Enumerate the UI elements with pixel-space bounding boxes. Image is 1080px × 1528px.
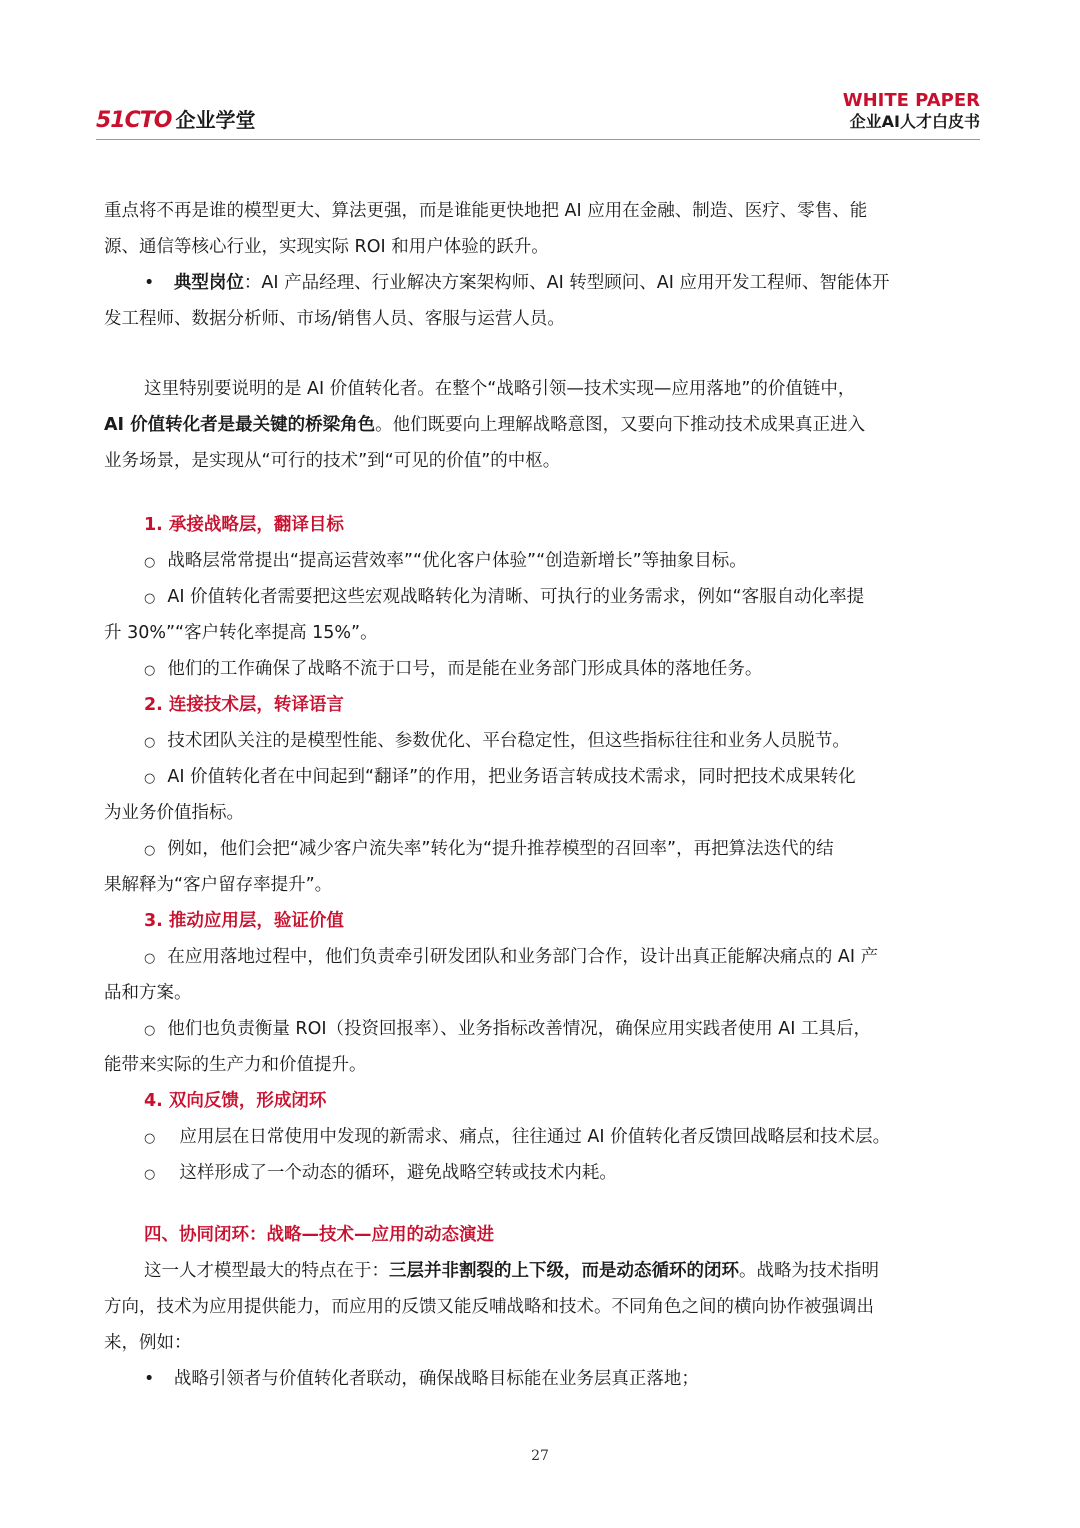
paragraph-line: 业务场景，是实现从“可行的技术”到“可见的价值”的中枢。 [104, 451, 561, 471]
paragraph-line [104, 410, 974, 440]
sub-item-text: 应用层在日常使用中发现的新需求、痛点，往往通过 AI 价值转化者反馈回战略层和技术层。 [179, 1127, 891, 1147]
sub-item [144, 582, 1014, 614]
paragraph-line: 源、通信等核心行业，实现实际 ROI 和用户体验的跃升。 [104, 237, 549, 257]
sub-item [144, 1158, 1014, 1190]
section-heading-3: 3. 推动应用层，验证价值 [144, 911, 344, 931]
sub-item-continued: 果解释为“客户留存率提升”。 [104, 875, 333, 895]
sub-item [144, 942, 1014, 974]
sub-item-continued: 为业务价值指标。 [104, 803, 244, 823]
white-paper-label [843, 90, 980, 132]
sub-item-text: 技术团队关注的是模型性能、参数优化、平台稳定性，但这些指标往往和业务人员脱节。 [167, 731, 850, 751]
logo-text: 企业学堂 [175, 108, 256, 132]
sub-item-text: AI 价值转化者需要把这些宏观战略转化为清晰、可执行的业务需求，例如“客服自动化率提 [167, 587, 865, 607]
sub-item-text: 在应用落地过程中，他们负责牵引研发团队和业务部门合作，设计出真正能解决痛点的 AI 产 [167, 947, 879, 967]
logo-mark: 51CTO [96, 108, 172, 133]
paragraph-line: 发工程师、数据分析师、市场/销售人员、客服与运营人员。 [104, 309, 565, 329]
sub-item [144, 1014, 1014, 1046]
section-heading-4: 4. 双向反馈，形成闭环 [144, 1091, 327, 1111]
sub-item-text: 例如，他们会把“减少客户流失率”转化为“提升推荐模型的召回率”，再把算法迭代的结 [167, 839, 834, 859]
circle-bullet-icon: ○ [144, 1131, 156, 1146]
roles-label: 典型岗位 [173, 273, 244, 293]
section-heading-1: 1. 承接战略层，翻译目标 [144, 515, 344, 535]
paragraph-text: 。战略为技术指明 [739, 1261, 879, 1281]
roles-bullet [144, 268, 974, 298]
roles-text: ：AI 产品经理、行业解决方案架构师、AI 转型顾问、AI 应用开发工程师、智能体开 [243, 273, 890, 293]
white-paper-subtitle: 企业AI人才白皮书 [849, 112, 980, 131]
paragraph-line: 这里特别要说明的是 AI 价值转化者。在整个“战略引领—技术实现—应用落地”的价值链中， [144, 379, 856, 399]
collab-bullet [144, 1364, 974, 1394]
circle-bullet-icon: ○ [144, 951, 156, 966]
paragraph-text: 这一人才模型最大的特点在于： [144, 1261, 389, 1281]
sub-item [144, 654, 1014, 686]
page-header [96, 88, 980, 140]
circle-bullet-icon: ○ [144, 735, 156, 750]
sub-item-continued: 能带来实际的生产力和价值提升。 [104, 1055, 367, 1075]
sub-item-text: AI 价值转化者在中间起到“翻译”的作用，把业务语言转成技术需求，同时把技术成果转化 [167, 767, 856, 787]
emphasis-text: 三层并非割裂的上下级，而是动态循环的闭环 [389, 1261, 739, 1281]
sub-item-text: 他们也负责衡量 ROI（投资回报率）、业务指标改善情况，确保应用实践者使用 AI 工具后， [167, 1019, 872, 1039]
page-number: 27 [531, 1448, 549, 1464]
sub-item-text: 战略层常常提出“提高运营效率”“优化客户体验”“创造新增长”等抽象目标。 [167, 551, 747, 571]
paragraph-line: 来，例如： [104, 1333, 192, 1353]
header-divider [96, 139, 980, 140]
bullet-dot-icon: • [144, 273, 155, 293]
sub-item [144, 726, 1014, 758]
sub-item [144, 762, 1014, 794]
sub-item [144, 546, 1014, 578]
section-heading-2: 2. 连接技术层，转译语言 [144, 695, 344, 715]
circle-bullet-icon: ○ [144, 1023, 156, 1038]
chapter-heading: 四、协同闭环：战略—技术—应用的动态演进 [144, 1225, 494, 1245]
emphasis-text: AI 价值转化者是最关键的桥梁角色 [104, 415, 376, 435]
circle-bullet-icon: ○ [144, 843, 156, 858]
circle-bullet-icon: ○ [144, 591, 156, 606]
bullet-text: 战略引领者与价值转化者联动，确保战略目标能在业务层真正落地； [173, 1369, 699, 1389]
sub-item-text: 他们的工作确保了战略不流于口号，而是能在业务部门形成具体的落地任务。 [167, 659, 763, 679]
circle-bullet-icon: ○ [144, 1167, 156, 1182]
paragraph-line: 方向，技术为应用提供能力，而应用的反馈又能反哺战略和技术。不同角色之间的横向协作被强调出 [104, 1297, 874, 1317]
sub-item [144, 834, 1014, 866]
logo [96, 104, 255, 133]
sub-item-text: 这样形成了一个动态的循环，避免战略空转或技术内耗。 [179, 1163, 617, 1183]
sub-item-continued: 升 30%”“客户转化率提高 15%”。 [104, 623, 378, 643]
paragraph-text: 。他们既要向上理解战略意图，又要向下推动技术成果真正进入 [375, 415, 866, 435]
sub-item-continued: 品和方案。 [104, 983, 192, 1003]
sub-item [144, 1122, 1014, 1154]
white-paper-title: WHITE PAPER [842, 90, 980, 111]
circle-bullet-icon: ○ [144, 771, 156, 786]
circle-bullet-icon: ○ [144, 663, 156, 678]
paragraph-line [144, 1256, 1014, 1286]
bullet-dot-icon: • [144, 1369, 155, 1389]
paragraph-line: 重点将不再是谁的模型更大、算法更强，而是谁能更快地把 AI 应用在金融、制造、医疗、零售、能 [104, 201, 868, 221]
circle-bullet-icon: ○ [144, 555, 156, 570]
